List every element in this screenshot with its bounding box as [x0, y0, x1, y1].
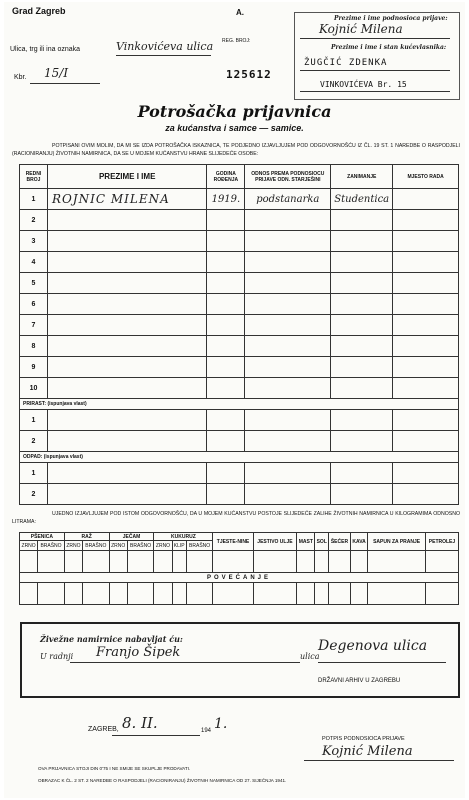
header-occupation: ZANIMANJE — [331, 165, 393, 189]
sub-zrno: ZRNO — [20, 541, 38, 551]
sub-brasno: BRAŠNO — [38, 541, 65, 551]
form-letter: A. — [236, 8, 244, 17]
footer-year-suffix: 1. — [214, 716, 228, 732]
footer-place: ZAGREB, — [88, 726, 119, 733]
odpad-label: ODPAD: (ispunjava vlast) — [20, 452, 459, 463]
shop-label: U radnji — [40, 652, 74, 661]
signature: Kojnić Milena — [322, 744, 413, 759]
row-number: 10 — [20, 378, 48, 399]
intro-text: POTPISANI OVIM MOLIM, DA MI SE IZDA POTROŠAČKA ISKAZNICA, TE PODJEDNO IZJAVLJUJEM POD ODGOVORNOŠĆU IZ ČL. 19 ST. 1 NAREDBE O RASPODJELI (RACIONIRANJU) ŽIVOTNIH NAMIRNICA, DA SE U MOJEM KUĆANSTVU HRANE SLIJEDEĆE OSOBE: — [12, 143, 460, 157]
header-year: GODINA ROĐENJA — [207, 165, 245, 189]
stocks-intro: UJEDNO IZJAVLJUJEM POD ISTOM ODGOVORNOŠĆU, DA U MOJEM KUĆANSTVU POSTOJE SLIJEDEĆE ZALIHE ŽIVOTNIH NAMIRNICA U KILOGRAMIMA ODNOSNO LITRAMA: — [12, 511, 460, 525]
supply-street-value: Degenova ulica — [318, 638, 428, 654]
applicant-label: Prezime i ime podnosioca prijave: — [334, 15, 448, 22]
row-number: 9 — [20, 357, 48, 378]
table-row — [20, 357, 459, 378]
table-row — [20, 463, 459, 484]
occupation-value: Studentica — [331, 189, 393, 210]
table-row — [20, 210, 459, 231]
table-row — [20, 315, 459, 336]
reg-label: REG. BROJ: — [222, 38, 251, 44]
table-row — [20, 231, 459, 252]
row-number: 1 — [20, 410, 48, 431]
row-number: 1 — [20, 189, 48, 210]
form-title: Potrošačka prijavnica — [137, 102, 332, 121]
table-row — [20, 484, 459, 505]
owner-label: Prezime i ime i stan kućevlasnika: — [331, 44, 447, 51]
col-petrolej: PETROLEJ — [425, 533, 458, 551]
table-row — [20, 431, 459, 452]
registration-form — [4, 2, 465, 798]
row-number: 6 — [20, 294, 48, 315]
city-label: Grad Zagreb — [12, 6, 66, 16]
sub-brasno: BRAŠNO — [186, 541, 213, 551]
col-kava: KAVA — [350, 533, 367, 551]
table-row — [20, 378, 459, 399]
applicant-value: Kojnić Milena — [319, 22, 403, 36]
sub-brasno: BRAŠNO — [127, 541, 154, 551]
group-psenica: PŠENICA — [20, 533, 65, 541]
col-sol: SOL — [315, 533, 329, 551]
col-ulje: JESTIVO ULJE — [253, 533, 297, 551]
price-note: OVA PRIJAVNICA STOJI DIN 0'75 I NE SMIJE SE SKUPLJE PRODAVATI. — [38, 766, 191, 771]
col-sapun: SAPUN ZA PRANJE — [368, 533, 426, 551]
row-number: 7 — [20, 315, 48, 336]
col-tjestenine: TJESTE-NINE — [213, 533, 253, 551]
form-note: OBRAZAC K ČL. 2 ST. 2 NAREDBE O RASPODJELI (RACIONIRANJU) ŽIVOTNIH NAMIRNICA OD 27. SIJEČNJA 1941. — [38, 778, 287, 783]
table-row — [20, 189, 459, 210]
row-number: 2 — [20, 431, 48, 452]
row-number: 3 — [20, 231, 48, 252]
header-redni: REDNI BROJ — [20, 165, 48, 189]
workplace-value — [393, 189, 459, 210]
shop-value: Franjo Šipek — [96, 645, 181, 660]
owner-address: VINKOVIĆEVA Br. 15 — [320, 80, 407, 89]
serial-number: 125612 — [226, 68, 272, 81]
col-mast: MAST — [297, 533, 315, 551]
street-label: Ulica, trg ili ina oznaka — [10, 46, 81, 53]
increase-label: POVEĆANJE — [20, 573, 459, 583]
owner-name: ŽUGČIĆ ZDENKA — [304, 58, 388, 68]
signature-label: POTPIS PODNOSIOCA PRIJAVE — [322, 736, 405, 742]
header-workplace: MJESTO RADA — [393, 165, 459, 189]
relation-value: podstanarka — [245, 189, 331, 210]
group-raz: RAŽ — [64, 533, 109, 541]
footer-year-prefix: 194 — [201, 728, 212, 734]
persons-table — [19, 164, 459, 505]
supply-label: Živežne namirnice nabavljat ću: — [40, 634, 183, 644]
sub-brasno: BRAŠNO — [83, 541, 110, 551]
row-number: 2 — [20, 484, 48, 505]
form-subtitle: za kućanstva i samce — samice. — [165, 123, 304, 133]
group-kukuruz: KUKURUZ — [154, 533, 213, 541]
table-row — [20, 410, 459, 431]
row-number: 1 — [20, 463, 48, 484]
row-number: 2 — [20, 210, 48, 231]
header-name: PREZIME I IME — [47, 165, 206, 189]
person-name: ROJNIC MILENA — [47, 189, 206, 210]
table-row — [20, 294, 459, 315]
sub-zrno: ZRNO — [64, 541, 82, 551]
sub-zrno: ZRNO — [109, 541, 127, 551]
street-value: Vinkovićeva ulica — [116, 40, 214, 53]
supply-street-label: ulica — [300, 652, 320, 661]
col-secer: ŠEĆER — [329, 533, 351, 551]
table-row — [20, 252, 459, 273]
row-number: 4 — [20, 252, 48, 273]
table-row — [20, 336, 459, 357]
archive-stamp: DRŽAVNI ARHIV U ZAGREBU — [318, 678, 401, 684]
stocks-table — [19, 532, 459, 605]
birth-year: 1919. — [207, 189, 245, 210]
table-row — [20, 273, 459, 294]
row-number: 5 — [20, 273, 48, 294]
row-number: 8 — [20, 336, 48, 357]
kbr-label: Kbr. — [14, 74, 27, 81]
footer-date: 8. II. — [122, 714, 158, 732]
kbr-value: 15/I — [44, 66, 69, 80]
header-relation: ODNOS PREMA PODNOSIOCU PRIJAVE ODN. STARJEŠINI — [245, 165, 331, 189]
prirast-label: PRIRAST: (ispunjava vlast) — [20, 399, 459, 410]
sub-klip: KLIP — [173, 542, 185, 549]
group-jecam: JEČAM — [109, 533, 154, 541]
sub-zrno: ZRNO — [154, 541, 172, 551]
